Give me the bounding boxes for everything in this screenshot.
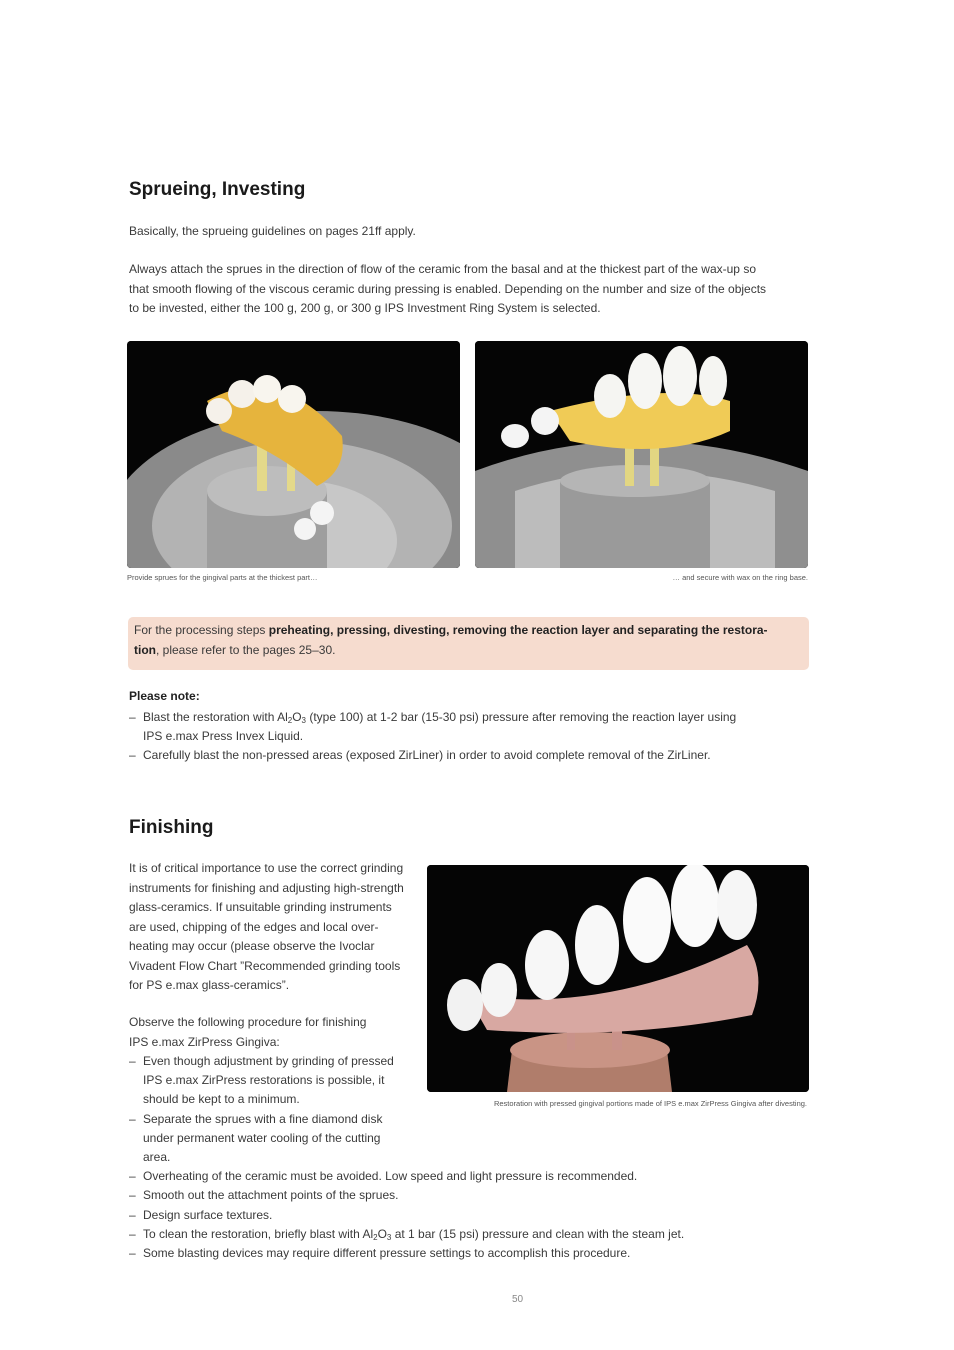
list-item: – Separate the sprues with a fine diamond disk under permanent water cooling of the cutting area. (129, 1110, 819, 1168)
paragraph-line: that smooth flowing of the viscous ceramic during pressing is enabled. Depending on the number and size of the objects (129, 281, 767, 296)
caption-finishing-photo: Restoration with pressed gingival portions made of IPS e.max ZirPress Gingiva after divesting. (493, 1099, 807, 1108)
finishing-intro-paragraph (129, 859, 429, 996)
callout-bold-text: tion (134, 642, 156, 657)
paragraph-line: are used, chipping of the edges and local over- (129, 919, 379, 934)
list-item: – To clean the restoration, briefly blast with $Al_2O_3$ at 1 bar (15 psi) pressure and clean with the steam jet. (129, 1225, 819, 1244)
sprueing-intro-paragraph: Basically, the sprueing guidelines on pages 21ff apply. (129, 224, 416, 238)
section-title-sprueing: Sprueing, Investing (129, 179, 306, 200)
paragraph-line: glass-ceramics. If unsuitable grinding instruments (129, 900, 392, 914)
caption-left-photo: Provide sprues for the gingival parts at the thickest part… (127, 573, 318, 582)
finishing-procedure-intro (129, 1013, 429, 1052)
paragraph-line: It is of critical importance to use the correct grinding (129, 861, 404, 875)
list-item: – Carefully blast the non-pressed areas (exposed ZirLiner) in order to avoid complete removal of the ZirLiner. (129, 746, 819, 765)
callout-text: For the processing steps (134, 623, 269, 637)
paragraph-line: IPS e.max ZirPress Gingiva: (129, 1034, 280, 1049)
paragraph-line: Vivadent Flow Chart ”Recommended grinding tools (129, 958, 401, 973)
callout-bold-text: preheating, pressing, divesting, removing the reaction layer and separating the restora- (268, 623, 768, 637)
paragraph-line: Observe the following procedure for finishing (129, 1015, 367, 1029)
photo-sprues-gingival (127, 341, 460, 568)
paragraph-line: for PS e.max glass-ceramics”. (129, 978, 290, 992)
paragraph-line: heating may occur (please observe the Ivoclar (129, 939, 375, 953)
page-number: 50 (511, 1294, 524, 1305)
list-item: – Some blasting devices may require different pressure settings to accomplish this procedure. (129, 1244, 819, 1263)
photo-wax-ring-base (475, 341, 808, 568)
sprueing-guidelines-paragraph (129, 260, 819, 319)
finishing-procedure-list (129, 1052, 819, 1263)
paragraph-line: to be invested, either the 100 g, 200 g, or 300 g IPS Investment Ring System is selected. (129, 301, 601, 315)
list-item: – Overheating of the ceramic must be avoided. Low speed and light pressure is recommended. (129, 1167, 819, 1186)
processing-steps-callout (128, 617, 809, 670)
list-item: – Blast the restoration with $Al_2O_3$ (type 100) at 1-2 bar (15-30 psi) pressure after removing the reaction layer using IPS e.max Press Invex Liquid. (129, 708, 819, 746)
list-item: – Design surface textures. (129, 1206, 819, 1225)
paragraph-line: instruments for finishing and adjusting high-strength (129, 880, 404, 895)
list-item: – Even though adjustment by grinding of pressed IPS e.max ZirPress restorations is possible, it should be kept to a minimum. (129, 1052, 819, 1110)
callout-text: , please refer to the pages 25–30. (156, 642, 336, 657)
section-title-finishing: Finishing (129, 817, 214, 838)
caption-right-photo: … and secure with wax on the ring base. (672, 573, 808, 582)
please-note-heading: Please note: (129, 689, 200, 703)
please-note-list (129, 708, 819, 766)
paragraph-line: Always attach the sprues in the direction of flow of the ceramic from the basal and at the thickest part of the wax-up so (129, 262, 756, 276)
list-item: – Smooth out the attachment points of the sprues. (129, 1186, 819, 1205)
